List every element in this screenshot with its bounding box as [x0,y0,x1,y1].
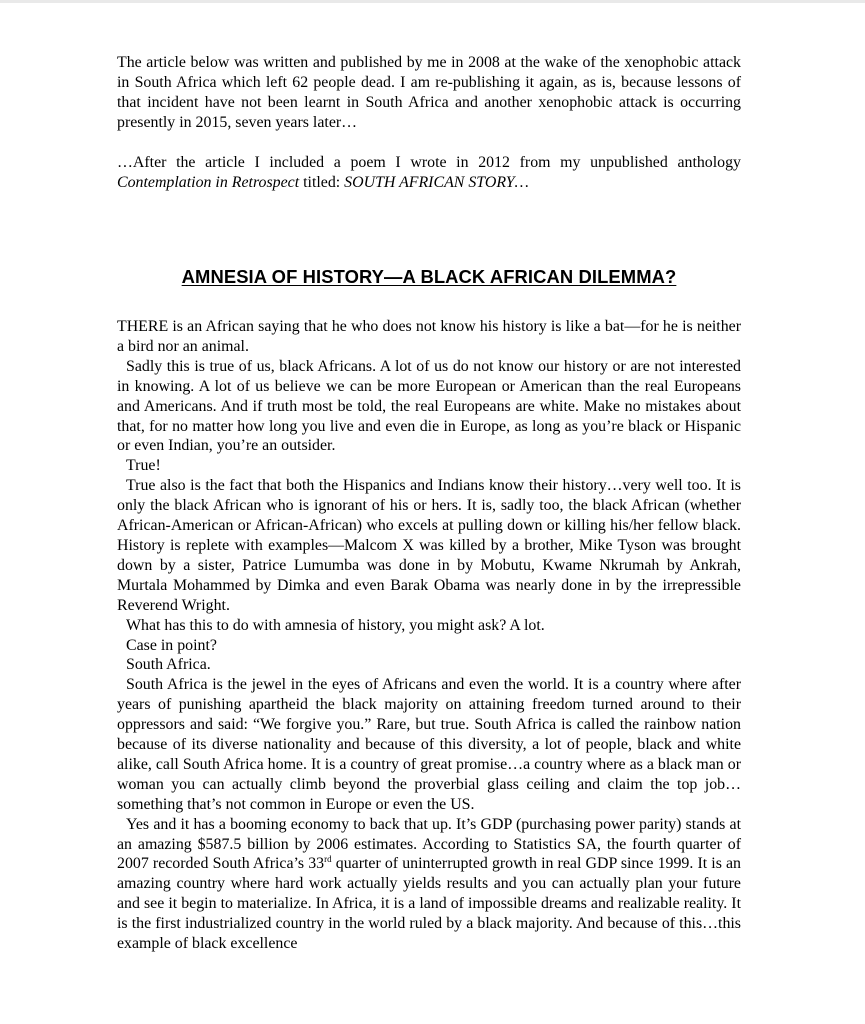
article-paragraph: THERE is an African saying that he who does not know his history is like a bat—for he is neither a bird nor an animal. [117,318,741,355]
article-paragraph: What has this to do with amnesia of history, you might ask? A lot. [126,616,545,634]
page-top-edge [0,0,865,3]
article-paragraph: South Africa is the jewel in the eyes of Africans and even the world. It is a country where after years of punishing apartheid the black majority on attaining freedom turned around to their oppressors and said: “We forgive you.” Rare, but true. South Africa is called the rainbow nation because of its diverse nationality and because of this diversity, a lot of people, black and white alike, call South Africa home. It is a country of great promise…a country where as a black man or woman you can actually climb beyond the proverbial glass ceiling and claim the top job…something that’s not common in Europe or even the US. [117,676,741,813]
article-text: quarter of uninterrupted growth in real GDP since 1999. It is an amazing country where hard work actually yields results and you can actually plan your future and see it begin to materialize. In Africa, it is a land of impossible dreams and realizable reality. It is the first industrialized country in the world ruled by a black majority. And because of this…this example of black excellence [117,855,742,953]
article-paragraph: Case in point? [126,636,217,654]
article-paragraph: True! [126,457,161,475]
article-paragraph: True also is the fact that both the Hispanics and Indians know their history…very well too. It is only the black African who is ignorant of his or hers. It is, sadly too, the black African (whether African-American or African-African) who excels at pulling down or killing his/her fellow black. History is replete with examples—Malcom X was killed by a brother, Mike Tyson was brought down by a sister, Patrice Lumumba was done in by Mobutu, Kwame Nkrumah by Ankrah, Murtala Mohammed by Dimka and even Barak Obama was nearly done in by the irrepressible Reverend Wright. [117,477,741,614]
poem-title: SOUTH AFRICAN STORY… [344,173,529,191]
author-note [117,53,741,192]
author-note-text: titled: [299,173,345,191]
article-title: AMNESIA OF HISTORY—A BLACK AFRICAN DILEMMA? [181,266,677,287]
author-note-text: …After the article I included a poem I wrote in 2012 from my unpublished anthology [117,153,741,171]
anthology-title: Contemplation in Retrospect [117,173,300,191]
ordinal-suffix: rd [324,854,332,865]
article-paragraph: South Africa. [126,656,211,674]
author-note-paragraph [117,153,741,193]
article-text: Yes and it has a booming economy to back that up. It’s GDP (purchasing power parity) stands at an amazing $587.5 billion by 2006 estimates. According to Statistics SA, the fourth quarter of 2007 recorded South Africa’s 33 [117,815,741,873]
article-paragraph [117,815,741,954]
author-note-paragraph: The article below was written and published by me in 2008 at the wake of the xenophobic attack in South Africa which left 62 people dead. I am re-publishing it again, as is, because lessons of that incident have not been learnt in South Africa and another xenophobic attack is occurring presently in 2015, seven years later… [117,54,741,131]
article-body [117,317,741,954]
article-paragraph: Sadly this is true of us, black Africans. A lot of us do not know our history or are not interested in knowing. A lot of us believe we can be more European or American than the real Europeans and Americans. And if truth most be told, the real Europeans are white. Make no mistakes about that, for no matter how long you live and even die in Europe, as long as you’re black or Hispanic or even Indian, you’re an outsider. [117,357,741,455]
document-page [117,53,742,953]
